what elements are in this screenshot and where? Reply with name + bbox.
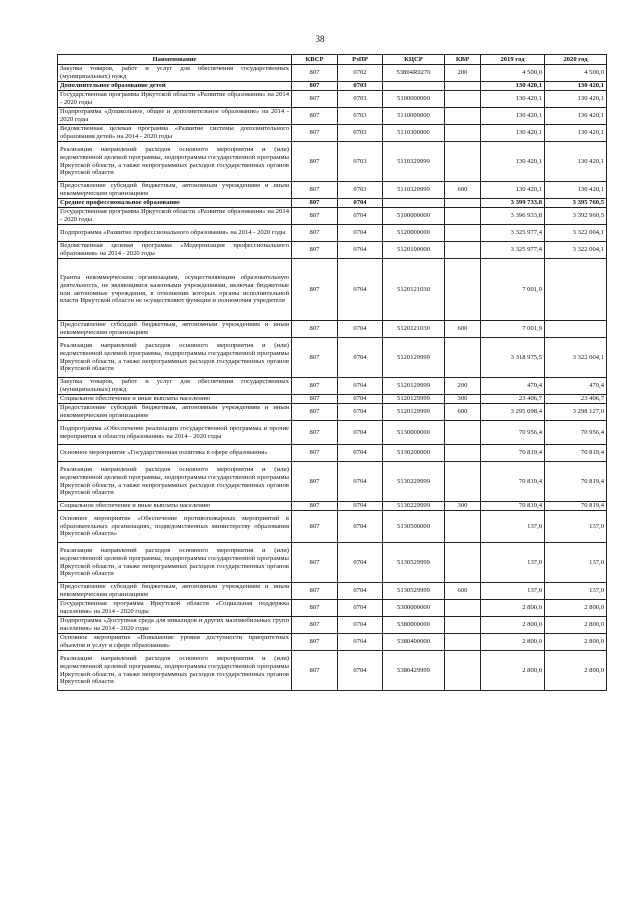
row-kvr-cell: 600 <box>445 583 481 600</box>
row-2020-cell: 70 956,4 <box>545 421 607 445</box>
row-2020-cell: 130 420,1 <box>545 82 607 91</box>
row-name-cell: Предоставление субсидий бюджетным, автономным учреждениям и иным некоммерческим организациям <box>58 404 292 421</box>
row-kvr-cell <box>445 421 481 445</box>
row-name-cell: Основное мероприятие «Повышение уровня доступности приоритетных объектов и услуг в сфере образования» <box>58 634 292 651</box>
row-2020-cell: 4 500,0 <box>545 65 607 82</box>
table-row <box>58 338 607 378</box>
row-kcsr-cell: 5130529999 <box>383 543 445 583</box>
row-kvr-cell <box>445 225 481 242</box>
row-name-cell: Социальное обеспечение и иные выплаты населению <box>58 395 292 404</box>
row-kvr-cell: 600 <box>445 404 481 421</box>
row-name-cell: Реализация направлений расходов основного мероприятия и (или) ведомственной целевой программы, подпрограммы государственной программы Иркутской области, а также непрограммных расходов государственных органов Иркутской области <box>58 543 292 583</box>
column-header-2019: 2019 год <box>481 55 545 65</box>
row-kvr-cell <box>445 125 481 142</box>
row-name-cell: Закупка товаров, работ и услуг для обеспечения государственных (муниципальных) нужд <box>58 65 292 82</box>
row-kvsr-cell: 807 <box>292 182 338 199</box>
row-kvsr-cell: 807 <box>292 617 338 634</box>
row-2020-cell: 70 819,4 <box>545 502 607 511</box>
table-row <box>58 404 607 421</box>
row-rzpr-cell: 0704 <box>338 502 383 511</box>
row-kvr-cell: 200 <box>445 65 481 82</box>
row-name-cell: Ведомственная целевая программа «Модернизация профессионального образования» на 2014 - 2020 годы <box>58 242 292 259</box>
row-rzpr-cell: 0704 <box>338 511 383 543</box>
row-kvr-cell <box>445 651 481 691</box>
row-name-cell: Гранты некоммерческим организациям, осуществляющим образовательную деятельность, не являющимся казенными учреждениями, включая бюджетные или автономные учреждения, в отношении которых органы исполнительной власти Иркутской области не осуществляют функции и полномочия учредителя <box>58 259 292 321</box>
row-rzpr-cell: 0704 <box>338 208 383 225</box>
row-kvr-cell <box>445 259 481 321</box>
row-rzpr-cell: 0703 <box>338 82 383 91</box>
row-kvr-cell <box>445 600 481 617</box>
row-2019-cell: 70 819,4 <box>481 445 545 462</box>
row-rzpr-cell: 0703 <box>338 125 383 142</box>
row-2020-cell: 130 420,1 <box>545 182 607 199</box>
row-kcsr-cell: 5130229999 <box>383 462 445 502</box>
row-kvsr-cell: 807 <box>292 462 338 502</box>
row-rzpr-cell: 0704 <box>338 259 383 321</box>
table-row <box>58 225 607 242</box>
row-2019-cell: 130 420,1 <box>481 91 545 108</box>
row-rzpr-cell: 0704 <box>338 583 383 600</box>
row-2020-cell: 137,0 <box>545 543 607 583</box>
row-rzpr-cell: 0703 <box>338 142 383 182</box>
row-2019-cell: 3 325 977,4 <box>481 225 545 242</box>
row-name-cell: Социальное обеспечение и иные выплаты населению <box>58 502 292 511</box>
column-header-kcsr: КЦСР <box>383 55 445 65</box>
row-2020-cell: 3 322 004,1 <box>545 338 607 378</box>
row-rzpr-cell: 0704 <box>338 242 383 259</box>
column-header-name: Наименование <box>58 55 292 65</box>
row-rzpr-cell: 0704 <box>338 404 383 421</box>
row-kvsr-cell: 807 <box>292 125 338 142</box>
row-rzpr-cell: 0704 <box>338 225 383 242</box>
row-kcsr-cell: 5380000000 <box>383 617 445 634</box>
table-row <box>58 511 607 543</box>
row-kcsr-cell: 5130229999 <box>383 502 445 511</box>
row-2020-cell: 70 819,4 <box>545 445 607 462</box>
row-kcsr-cell: 5130529999 <box>383 583 445 600</box>
row-kcsr-cell: 5110000000 <box>383 108 445 125</box>
row-kcsr-cell: 5120121030 <box>383 259 445 321</box>
column-header-kvr: КВР <box>445 55 481 65</box>
row-kvr-cell <box>445 445 481 462</box>
table-row <box>58 502 607 511</box>
table-row <box>58 182 607 199</box>
row-2020-cell: 3 322 004,1 <box>545 225 607 242</box>
row-kcsr-cell: 5110329999 <box>383 142 445 182</box>
row-2019-cell: 130 420,1 <box>481 142 545 182</box>
row-kvr-cell <box>445 208 481 225</box>
table-row <box>58 142 607 182</box>
row-2020-cell: 137,0 <box>545 583 607 600</box>
row-2020-cell: 130 420,1 <box>545 142 607 182</box>
table-header-row <box>58 55 607 65</box>
row-kvsr-cell: 807 <box>292 338 338 378</box>
row-kvr-cell <box>445 108 481 125</box>
row-kvsr-cell: 807 <box>292 395 338 404</box>
table-row <box>58 445 607 462</box>
row-2019-cell: 70 819,4 <box>481 462 545 502</box>
row-kcsr-cell <box>383 82 445 91</box>
row-kvsr-cell: 807 <box>292 225 338 242</box>
row-2019-cell: 130 420,1 <box>481 108 545 125</box>
row-2020-cell: 130 420,1 <box>545 125 607 142</box>
row-kcsr-cell: 5300000000 <box>383 600 445 617</box>
row-kcsr-cell: 5120129999 <box>383 338 445 378</box>
row-kvr-cell: 600 <box>445 321 481 338</box>
row-kcsr-cell <box>383 199 445 208</box>
row-rzpr-cell: 0703 <box>338 91 383 108</box>
row-rzpr-cell: 0704 <box>338 338 383 378</box>
row-kvsr-cell: 807 <box>292 259 338 321</box>
row-kcsr-cell: 5100000000 <box>383 91 445 108</box>
row-kcsr-cell: 5120129999 <box>383 404 445 421</box>
row-2019-cell: 2 800,0 <box>481 600 545 617</box>
row-name-cell: Среднее профессиональное образование <box>58 199 292 208</box>
row-2020-cell: 2 800,0 <box>545 600 607 617</box>
row-2019-cell: 130 420,1 <box>481 125 545 142</box>
row-kvr-cell <box>445 511 481 543</box>
row-2019-cell: 470,4 <box>481 378 545 395</box>
table-row <box>58 634 607 651</box>
row-2019-cell: 130 420,1 <box>481 82 545 91</box>
row-rzpr-cell: 0703 <box>338 108 383 125</box>
row-kvr-cell <box>445 617 481 634</box>
row-2020-cell: 23 406,7 <box>545 395 607 404</box>
row-2019-cell: 4 500,0 <box>481 65 545 82</box>
row-name-cell: Дополнительное образование детей <box>58 82 292 91</box>
row-name-cell: Подпрограмма «Обеспечение реализации государственной программы и прочие мероприятия в области образования» на 2014 - 2020 годы <box>58 421 292 445</box>
row-rzpr-cell: 0704 <box>338 600 383 617</box>
row-2019-cell: 137,0 <box>481 583 545 600</box>
row-kvr-cell <box>445 82 481 91</box>
row-rzpr-cell: 0704 <box>338 199 383 208</box>
row-rzpr-cell: 0704 <box>338 634 383 651</box>
row-kvsr-cell: 807 <box>292 651 338 691</box>
column-header-rzpr: РзПР <box>338 55 383 65</box>
row-kvsr-cell: 807 <box>292 82 338 91</box>
row-kvsr-cell: 807 <box>292 91 338 108</box>
row-name-cell: Реализация направлений расходов основного мероприятия и (или) ведомственной целевой программы, подпрограммы государственной программы Иркутской области, а также непрограммных расходов государственных органов Иркутской области <box>58 142 292 182</box>
row-2020-cell: 3 392 960,5 <box>545 208 607 225</box>
row-kcsr-cell: 5120129999 <box>383 395 445 404</box>
row-kvr-cell: 300 <box>445 502 481 511</box>
table-row <box>58 321 607 338</box>
budget-table <box>57 54 607 691</box>
table-row <box>58 65 607 82</box>
row-2019-cell: 3 399 733,8 <box>481 199 545 208</box>
row-rzpr-cell: 0704 <box>338 395 383 404</box>
row-rzpr-cell: 0704 <box>338 651 383 691</box>
row-2019-cell: 3 325 977,4 <box>481 242 545 259</box>
table-row <box>58 543 607 583</box>
table-row <box>58 617 607 634</box>
row-rzpr-cell: 0703 <box>338 182 383 199</box>
row-name-cell: Предоставление субсидий бюджетным, автономным учреждениям и иным некоммерческим организациям <box>58 321 292 338</box>
row-kvsr-cell: 807 <box>292 404 338 421</box>
row-kvsr-cell: 807 <box>292 208 338 225</box>
row-2019-cell: 2 800,0 <box>481 617 545 634</box>
table-row <box>58 462 607 502</box>
row-kcsr-cell: 5130500000 <box>383 511 445 543</box>
row-kvr-cell <box>445 91 481 108</box>
row-2020-cell: 2 800,0 <box>545 634 607 651</box>
table-row <box>58 600 607 617</box>
row-2020-cell: 2 800,0 <box>545 617 607 634</box>
row-kvr-cell <box>445 543 481 583</box>
row-name-cell: Государственная программа Иркутской области «Социальная поддержка населения» на 2014 - 2020 годы <box>58 600 292 617</box>
row-2020-cell: 70 819,4 <box>545 462 607 502</box>
row-name-cell: Реализация направлений расходов основного мероприятия и (или) ведомственной целевой программы, подпрограммы государственной программы Иркутской области, а также непрограммных расходов государственных органов Иркутской области <box>58 462 292 502</box>
row-kcsr-cell: 5120100000 <box>383 242 445 259</box>
row-rzpr-cell: 0704 <box>338 321 383 338</box>
row-name-cell: Подпрограмма «Развитие профессионального образования» на 2014 - 2020 годы <box>58 225 292 242</box>
row-kvr-cell <box>445 242 481 259</box>
row-2020-cell: 3 322 004,1 <box>545 242 607 259</box>
row-2020-cell: 2 800,0 <box>545 651 607 691</box>
table-row <box>58 651 607 691</box>
row-name-cell: Государственная программа Иркутской области «Развитие образования» на 2014 - 2020 годы <box>58 208 292 225</box>
row-kcsr-cell: 5120129999 <box>383 378 445 395</box>
row-kvsr-cell: 807 <box>292 65 338 82</box>
row-name-cell: Подпрограмма «Дошкольное, общее и дополнительное образование» на 2014 - 2020 годы <box>58 108 292 125</box>
row-2019-cell: 7 001,9 <box>481 321 545 338</box>
row-name-cell: Предоставление субсидий бюджетным, автономным учреждениям и иным некоммерческим организациям <box>58 182 292 199</box>
row-name-cell: Основное мероприятие «Обеспечение противопожарных мероприятий в образовательных организациях, подведомственных министерству образования Иркутской области» <box>58 511 292 543</box>
row-kvsr-cell: 807 <box>292 600 338 617</box>
row-kcsr-cell: 5100000000 <box>383 208 445 225</box>
table-row <box>58 199 607 208</box>
row-2020-cell: 3 298 127,0 <box>545 404 607 421</box>
table-row <box>58 208 607 225</box>
row-kvsr-cell: 807 <box>292 511 338 543</box>
row-2019-cell: 70 819,4 <box>481 502 545 511</box>
table-row <box>58 242 607 259</box>
row-kvr-cell <box>445 338 481 378</box>
row-rzpr-cell: 0704 <box>338 462 383 502</box>
row-kvsr-cell: 807 <box>292 583 338 600</box>
column-header-2020: 2020 год <box>545 55 607 65</box>
row-kvr-cell: 600 <box>445 182 481 199</box>
row-2019-cell: 137,0 <box>481 543 545 583</box>
table-row <box>58 125 607 142</box>
page-number: 38 <box>315 34 325 44</box>
row-kvr-cell: 200 <box>445 378 481 395</box>
table-row <box>58 259 607 321</box>
row-name-cell: Государственная программа Иркутской области «Развитие образования» на 2014 - 2020 годы <box>58 91 292 108</box>
row-2019-cell: 7 001,9 <box>481 259 545 321</box>
row-rzpr-cell: 0704 <box>338 617 383 634</box>
row-kcsr-cell: 5120000000 <box>383 225 445 242</box>
row-kvsr-cell: 807 <box>292 634 338 651</box>
row-2019-cell: 3 396 933,8 <box>481 208 545 225</box>
table-body <box>58 65 607 691</box>
row-kvsr-cell: 807 <box>292 321 338 338</box>
row-2020-cell: 130 420,1 <box>545 108 607 125</box>
row-name-cell: Основное мероприятие «Государственная политика в сфере образования» <box>58 445 292 462</box>
row-kvr-cell: 300 <box>445 395 481 404</box>
row-name-cell: Реализация направлений расходов основного мероприятия и (или) ведомственной целевой программы, подпрограммы государственной программы Иркутской области, а также непрограммных расходов государственных органов Иркутской области <box>58 338 292 378</box>
row-rzpr-cell: 0704 <box>338 421 383 445</box>
row-2020-cell: 130 420,1 <box>545 91 607 108</box>
table-row <box>58 583 607 600</box>
row-kvsr-cell: 807 <box>292 543 338 583</box>
row-kvsr-cell: 807 <box>292 142 338 182</box>
table-row <box>58 108 607 125</box>
row-kvr-cell <box>445 634 481 651</box>
row-rzpr-cell: 0704 <box>338 543 383 583</box>
row-kvr-cell <box>445 142 481 182</box>
row-2019-cell: 23 406,7 <box>481 395 545 404</box>
row-rzpr-cell: 0702 <box>338 65 383 82</box>
row-2019-cell: 2 800,0 <box>481 634 545 651</box>
row-kcsr-cell: 5380400000 <box>383 634 445 651</box>
row-kvsr-cell: 807 <box>292 421 338 445</box>
row-2020-cell <box>545 321 607 338</box>
row-2019-cell: 70 956,4 <box>481 421 545 445</box>
row-2020-cell: 3 395 760,5 <box>545 199 607 208</box>
row-2019-cell: 3 318 975,5 <box>481 338 545 378</box>
table-row <box>58 421 607 445</box>
row-2019-cell: 137,0 <box>481 511 545 543</box>
table-row <box>58 395 607 404</box>
row-kcsr-cell: 53804R0270 <box>383 65 445 82</box>
row-kvr-cell <box>445 462 481 502</box>
row-2020-cell: 470,4 <box>545 378 607 395</box>
row-kcsr-cell: 5130000000 <box>383 421 445 445</box>
row-kvsr-cell: 807 <box>292 108 338 125</box>
row-kcsr-cell: 5380429999 <box>383 651 445 691</box>
row-kcsr-cell: 5120121030 <box>383 321 445 338</box>
row-kvsr-cell: 807 <box>292 445 338 462</box>
row-kvsr-cell: 807 <box>292 502 338 511</box>
row-kvsr-cell: 807 <box>292 242 338 259</box>
row-kvsr-cell: 807 <box>292 199 338 208</box>
row-rzpr-cell: 0704 <box>338 378 383 395</box>
row-kvr-cell <box>445 199 481 208</box>
row-rzpr-cell: 0704 <box>338 445 383 462</box>
table-row <box>58 82 607 91</box>
row-name-cell: Подпрограмма «Доступная среда для инвалидов и других маломобильных групп населения» на 2014 - 2020 годы <box>58 617 292 634</box>
row-2019-cell: 3 295 098,4 <box>481 404 545 421</box>
table-row <box>58 91 607 108</box>
row-name-cell: Предоставление субсидий бюджетным, автономным учреждениям и иным некоммерческим организациям <box>58 583 292 600</box>
row-name-cell: Закупка товаров, работ и услуг для обеспечения государственных (муниципальных) нужд <box>58 378 292 395</box>
row-2020-cell: 137,0 <box>545 511 607 543</box>
column-header-kvsr: КВСР <box>292 55 338 65</box>
row-kcsr-cell: 5110300000 <box>383 125 445 142</box>
row-name-cell: Ведомственная целевая программа «Развитие системы дополнительного образования детей» на 2014 - 2020 годы <box>58 125 292 142</box>
row-kcsr-cell: 5130200000 <box>383 445 445 462</box>
row-2019-cell: 130 420,1 <box>481 182 545 199</box>
row-name-cell: Реализация направлений расходов основного мероприятия и (или) ведомственной целевой программы, подпрограммы государственной программы Иркутской области, а также непрограммных расходов государственных органов Иркутской области <box>58 651 292 691</box>
row-kvsr-cell: 807 <box>292 378 338 395</box>
row-kcsr-cell: 5110329999 <box>383 182 445 199</box>
table-row <box>58 378 607 395</box>
row-2019-cell: 2 800,0 <box>481 651 545 691</box>
row-2020-cell <box>545 259 607 321</box>
